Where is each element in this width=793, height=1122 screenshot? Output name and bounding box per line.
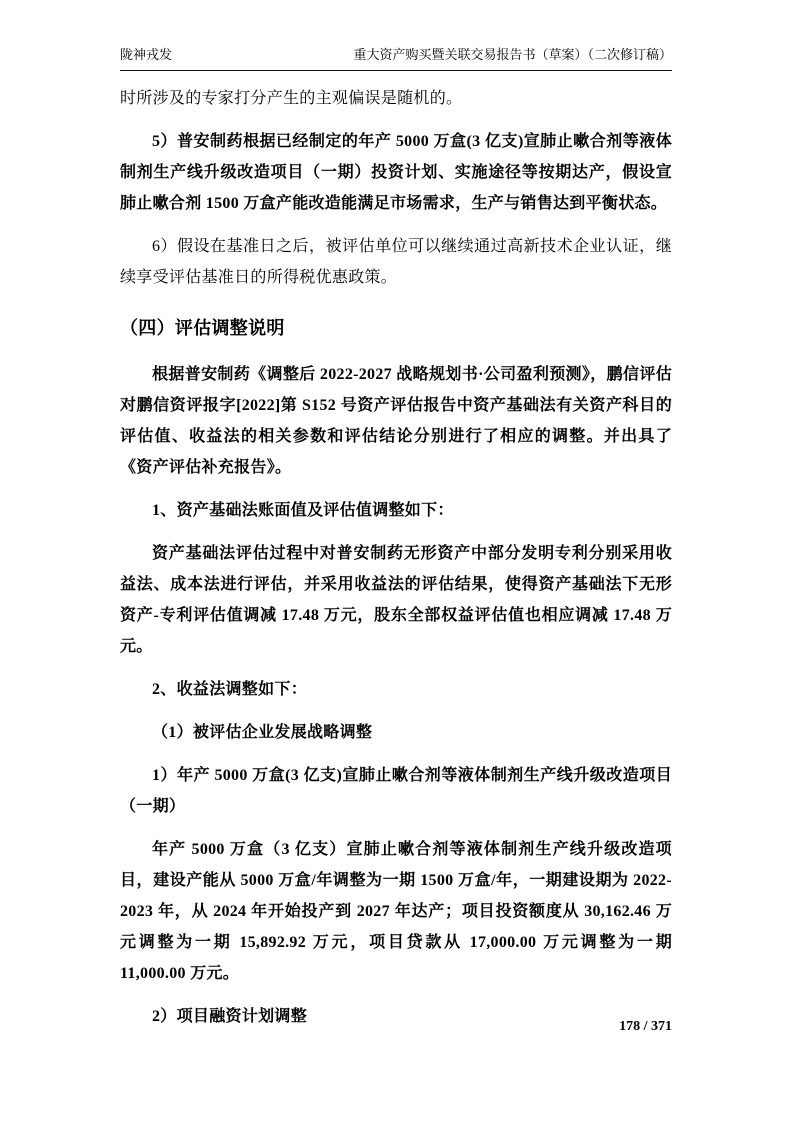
paragraph: 资产基础法评估过程中对普安制药无形资产中部分发明专利分别采用收益法、成本法进行评估，并采用收益法的评估结果，使得资产基础法下无形资产-专利评估值调减 17.48 万元，股东全部权益评估值也相应调减 17.48 万元。 [120, 545, 672, 655]
paragraph: 2）项目融资计划调整 [152, 1008, 308, 1025]
section-heading: （四）评估调整说明 [120, 318, 285, 338]
paragraph: 时所涉及的专家打分产生的主观偏误是随机的。 [120, 90, 463, 107]
paragraph: 2、收益法调整如下： [152, 681, 308, 698]
header-rule [120, 70, 672, 71]
paragraph: 1、资产基础法账面值及评估值调整如下： [152, 502, 454, 519]
document-body [120, 83, 672, 1032]
paragraph: 6）假设在基准日之后，被评估单位可以继续通过高新技术企业认证，继续享受评估基准日的所得税优惠政策。 [120, 238, 672, 286]
paragraph: （1）被评估企业发展战略调整 [152, 724, 373, 741]
page-footer [619, 1019, 672, 1035]
page-number: 178 / 371 [619, 1019, 672, 1034]
paragraph: 根据普安制药《调整后 2022-2027 战略规划书·公司盈利预测》，鹏信评估对鹏信资评报字[2022]第 S152 号资产评估报告中资产基础法有关资产科目的评估值、收益法的相关参数和评估结论分别进行了相应的调整。并出具了《资产评估补充报告》。 [120, 366, 672, 476]
paragraph: 5）普安制药根据已经制定的年产 5000 万盒(3 亿支)宣肺止嗽合剂等液体制剂生产线升级改造项目（一期）投资计划、实施途径等按期达产，假设宣肺止嗽合剂 1500 万盒产能改造能满足市场需求，生产与销售达到平衡状态。 [120, 133, 672, 212]
paragraph: 年产 5000 万盒（3 亿支）宣肺止嗽合剂等液体制剂生产线升级改造项目，建设产能从 5000 万盒/年调整为一期 1500 万盒/年，一期建设期为 2022-2023 年，从 2024 年开始投产到 2027 年达产；项目投资额度从 30,162.46 万元调整为一期 15,892.92 万元，项目贷款从 17,000.00 万元调整为一期 11,000.00 万元。 [120, 841, 672, 982]
header-company-name: 陇神戎发 [120, 47, 173, 62]
page-header [120, 46, 672, 63]
header-report-title: 重大资产购买暨关联交易报告书（草案）（二次修订稿） [353, 47, 672, 62]
paragraph: 1）年产 5000 万盒(3 亿支)宣肺止嗽合剂等液体制剂生产线升级改造项目（一期） [120, 767, 672, 815]
